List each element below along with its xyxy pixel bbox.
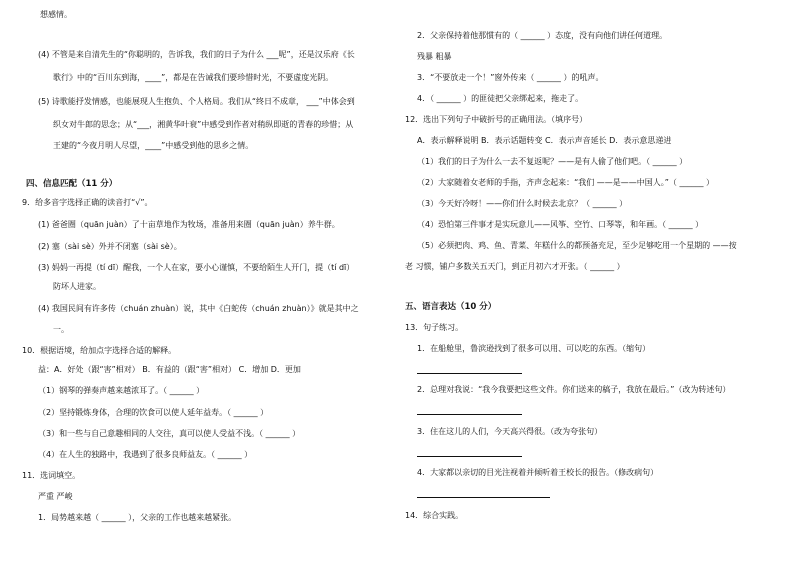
answer-line[interactable] (417, 373, 522, 374)
answer-line[interactable] (417, 414, 522, 415)
text-line: 想感情。 (40, 10, 72, 19)
text-line: 老 习惯，铺户多数关五天门，到正月初六才开张。（ ______ ） (405, 262, 625, 271)
polyphone-item-1: (1) 爸爸圈（quān juàn）了十亩草地作为牧场，准备用来圈（quān juàn）养牛群。 (38, 220, 340, 229)
q10-item-1: （1）钢琴的弹奏声越来越浓耳了。（ ______ ） (38, 386, 205, 395)
q13-item-1: 1．在船舱里，鲁滨逊找到了很多可以用、可以吃的东西。（缩句） (417, 344, 651, 353)
q11-item-1: 1．局势越来越（ ______ ），父亲的工作也越来越紧张。 (38, 513, 237, 522)
left-column (10, 0, 385, 561)
q12-item-1: （1）我们的日子为什么一去不复返呢？——是有人偷了他们吧。（ ______ ） (417, 157, 688, 166)
text-line: 王建的“今夜月明人尽望，____”中感受到他的思乡之情。 (53, 141, 254, 150)
q11-item-4: 4．（ ______ ）的匪徒把父亲绑起来，拖走了。 (417, 94, 584, 103)
q12-item-4: （4）恐怕第三件事才是实玩意儿——风筝、空竹、口琴等，和年画。（ ______ ） (417, 220, 704, 229)
section-heading-5: 五、语言表达（10 分） (405, 302, 497, 312)
q13-item-2: 2．总理对我说：“我今我要把这些文件。你们送来的稿子，我放在最后。”（改为转述句） (417, 385, 731, 394)
q10-item-3: （3）和一些与自己意趣相同的人交往，真可以使人受益不浅。（ ______ ） (38, 429, 301, 438)
text-line: 织女对牛郎的思念；从“___，湘黄华叶衰”中感受到作者对稍纵即逝的青春的珍惜；从 (53, 120, 354, 129)
q11-item-3: 3．“不要放走一个！”窗外传来（ ______ ）的吼声。 (417, 73, 604, 82)
question-13: 13．句子练习。 (405, 323, 464, 332)
polyphone-item-3: (3) 妈妈一再提（tí dī）醒我，一个人在家，要小心谨慎，不要给陌生人开门，提（tí dī） (38, 263, 355, 272)
answer-line[interactable] (417, 497, 550, 498)
q10-item-4: （4）在人生的独路中，我遇到了很多良师益友。（ ______ ） (38, 450, 253, 459)
text-line: 防坏人进家。 (53, 282, 101, 291)
polyphone-item-4: (4) 我国民间有许多传（chuán zhuàn）说，其中《白蛇传（chuán zhuàn）》就是其中之 (38, 304, 359, 313)
section-heading-4: 四、信息匹配（11 分） (26, 179, 118, 189)
q11-item-2: 2．父亲保持着他那惯有的（ ______ ）态度，没有向他们讲任何道理。 (417, 31, 668, 40)
word-choices: 残暴 粗暴 (417, 52, 452, 61)
fill-blank-item-4: (4) 不管是来自清先生的“你聪明的，告诉我，我们的日子为什么 ___呢”，还是汉乐府《长 (38, 50, 355, 59)
question-14: 14．综合实践。 (405, 511, 464, 520)
q12-item-2: （2）大家随着女老师的手指，齐声念起来：“我们 ——是——中国人。”（ ______ ） (417, 178, 715, 187)
question-11: 11．选词填空。 (22, 471, 81, 480)
fill-blank-item-5: (5) 诗歌能抒发情感，也能展现人生抱负、个人格局。我们从“终日不成章， ___”中体会到 (38, 97, 355, 106)
question-10: 10．根据语境，给加点字选择合适的解释。 (22, 346, 177, 355)
q12-item-5: （5）必须把肉、鸡、鱼、青菜、年糕什么的都预备充足，至少足够吃用一个星期的 ——按 (417, 241, 737, 250)
answer-line[interactable] (417, 456, 522, 457)
word-choices: 严重 严峻 (38, 492, 73, 501)
q10-item-2: （2）坚持锻炼身体，合理的饮食可以使人延年益寿。（ ______ ） (38, 408, 269, 417)
text-line: 一。 (53, 325, 69, 334)
q12-item-3: （3）今天好冷呀！——你们什么时候去北京？（ ______ ） (417, 199, 628, 208)
q13-item-3: 3．住在这儿的人们，今天高兴得很。（改为夸张句） (417, 427, 603, 436)
right-column (405, 0, 780, 561)
polyphone-item-2: (2) 塞（sài sè）外并不闭塞（sài sè）。 (38, 242, 182, 251)
text-line: 歌行》中的“百川东到海，____”，都是在告诫我们要珍惜时光，不要虚度光阴。 (53, 73, 334, 82)
question-9: 9．给多音字选择正确的读音打“√”。 (22, 198, 153, 207)
definition-options: 益：A．好处（跟“害”相对） B．有益的（跟“害”相对） C．增加 D．更加 (38, 365, 301, 374)
question-12: 12．选出下列句子中破折号的正确用法。（填序号） (405, 115, 588, 124)
q13-item-4: 4．大家都以亲切的目光注视着并倾听着王校长的报告。（修改病句） (417, 468, 659, 477)
dash-usage-options: A．表示解释说明 B．表示话题转变 C．表示声音延长 D．表示意思递进 (417, 136, 672, 145)
